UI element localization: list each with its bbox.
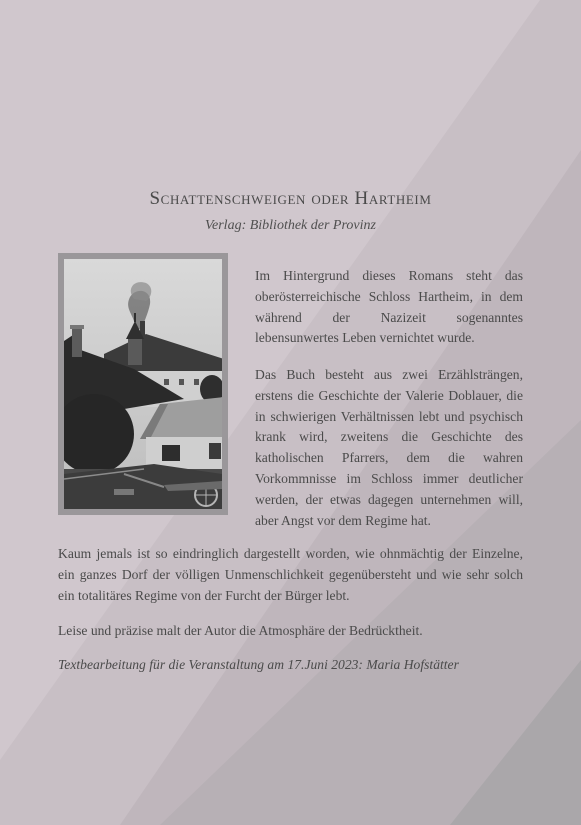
photo-frame — [58, 253, 228, 515]
publisher: Verlag: Bibliothek der Provinz — [205, 218, 376, 233]
paragraph-regime: Kaum jemals ist so eindringlich dargestellt worden, wie ohnmächtig der Einzelne, ein ganzes Dorf der völligen Unmenschlichkeit gegenübersteht und wie sehr solch ein totalitäres Regime von der Furcht der Bürger lebt. — [58, 546, 523, 603]
paragraph-storylines: Das Buch besteht aus zwei Erzählsträngen, erstens die Geschichte der Valerie Doblauer, die in schwierigen Verhältnissen lebt und psychisch krank wird, zweitens die Geschichte des katholischen Pfarrers, dem die wahren Vorkommnisse im Schloss immer deutlicher werden, der etwas dagegen unternehmen will, aber Angst vor dem Regime hat. — [255, 367, 523, 528]
paragraph-intro: Im Hintergrund dieses Romans steht das oberösterreichische Schloss Hartheim, in dem während der Nazizeit sogenanntes lebensunwertes Leben vernichtet wurde. — [255, 268, 523, 346]
text-credit: Textbearbeitung für die Veranstaltung am 17.Juni 2023: Maria Hofstätter — [58, 657, 459, 672]
castle-photo — [64, 259, 222, 509]
book-title: Schattenschweigen oder Hartheim — [149, 188, 432, 209]
paragraph-atmosphere: Leise und präzise malt der Autor die Atmosphäre der Bedrücktheit. — [58, 623, 423, 638]
